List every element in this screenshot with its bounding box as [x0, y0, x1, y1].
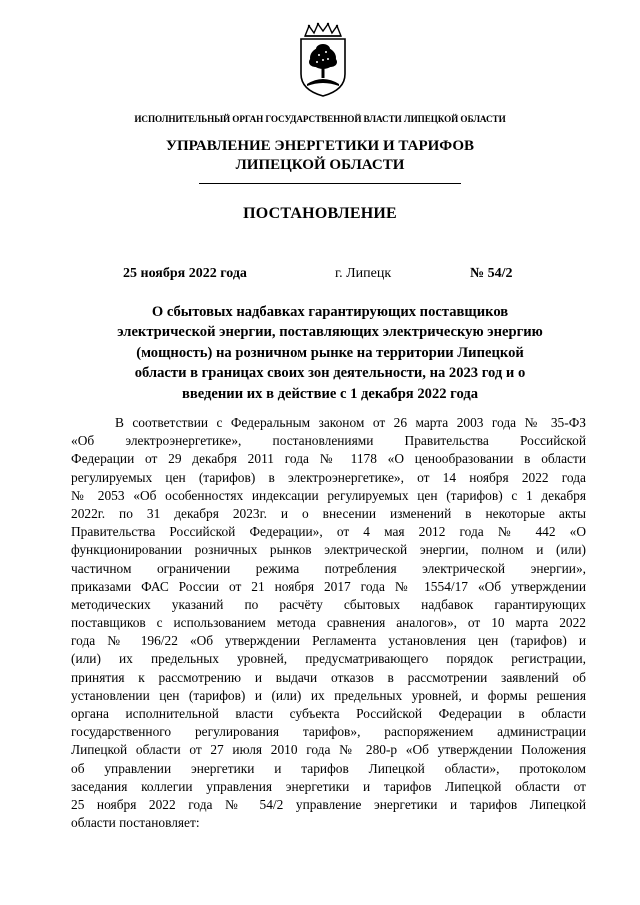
body-line: регулируемых цен (тарифов) в электроэнергетике», от 14 ноября 2022 года	[71, 469, 586, 485]
subject-line: О сбытовых надбавках гарантирующих поставщиков	[151, 304, 509, 320]
body-line: государственного регулирования тарифов», распоряжением администрации	[71, 724, 586, 740]
header-divider	[199, 183, 461, 184]
body-line: методических указаний по расчёту сбытовых надбавок гарантирующих	[71, 596, 586, 612]
body-line: области постановляет:	[71, 815, 200, 831]
body-line: 2022г. по 31 декабря 2023г. и о внесении изменений в некоторые акты	[71, 505, 586, 521]
body-line: (или) их предельных уровней, предусматривающего порядок регистрации,	[71, 651, 586, 667]
department-title	[0, 137, 640, 175]
body-line: заседания коллегии управления энергетики и тарифов Липецкой области от	[71, 778, 586, 794]
body-line: Липецкой области от 27 июля 2010 года № 280-р «Об утверждении Положения	[71, 742, 586, 758]
body-line: частичном ограничении режима потребления электрической энергии»,	[71, 560, 586, 576]
body-line: Федерации от 29 декабря 2011 года № 1178 «О ценообразовании в области	[71, 451, 586, 467]
subject-line: введении их в действие с 1 декабря 2022 года	[181, 385, 479, 402]
document-type: ПОСТАНОВЛЕНИЕ	[243, 205, 397, 222]
subject-line: электрической энергии, поставляющих электрическую энергию	[117, 324, 543, 341]
body-line: поставщиков с использованием метода сравнения аналогов», от 10 марта 2022	[71, 615, 586, 631]
document-number: № 54/2	[470, 266, 513, 281]
document-date: 25 ноября 2022 года	[123, 266, 247, 281]
body-line: Правительства Российской Федерации», от 4 мая 2012 года № 442 «О	[71, 524, 586, 540]
body-line: В соответствии с Федеральным законом от 26 марта 2003 года № 35-ФЗ	[115, 415, 586, 430]
body-line: 25 ноября 2022 года № 54/2 управление энергетики и тарифов Липецкой	[71, 796, 586, 812]
document-subject	[60, 302, 600, 404]
department-title-line-2: ЛИПЕЦКОЙ ОБЛАСТИ	[235, 157, 405, 173]
body-line: принятия к рассмотрению и выдачи отказов в рассмотрении заявлений об	[71, 669, 586, 685]
subject-line: (мощность) на розничном рынке на территории Липецкой	[136, 344, 524, 361]
subject-line: области в границах своих зон деятельности, на 2023 год и о	[134, 365, 526, 382]
body-line: года № 196/22 «Об утверждении Регламента установления цен (тарифов) и	[71, 633, 586, 649]
preamble-paragraph	[71, 414, 586, 832]
department-title-line-1: УПРАВЛЕНИЕ ЭНЕРГЕТИКИ И ТАРИФОВ	[165, 138, 475, 154]
body-line: функционировании розничных рынков электрической энергии, полном и (или)	[71, 542, 586, 558]
body-line: «Об электроэнергетике», постановлениями Правительства Российской	[71, 433, 586, 449]
body-line: об управлении энергетики и тарифов Липецкой области», протоколом	[71, 760, 586, 776]
body-line: № 2053 «Об особенностях индексации регулируемых цен (тарифов) с 1 декабря	[71, 487, 586, 503]
body-line: приказами ФАС России от 21 ноября 2017 года № 1554/17 «Об утверждении	[71, 578, 586, 594]
body-line: органа исполнительной власти субъекта Российской Федерации в области	[71, 706, 586, 721]
org-line: ИСПОЛНИТЕЛЬНЫЙ ОРГАН ГОСУДАРСТВЕННОЙ ВЛАСТИ ЛИПЕЦКОЙ ОБЛАСТИ	[134, 114, 506, 124]
body-line: установлении цен (тарифов) и (или) их предельных уровней, и формы решения	[71, 687, 586, 703]
lipetsk-coat-of-arms-icon	[295, 22, 351, 98]
document-place: г. Липецк	[335, 266, 392, 281]
